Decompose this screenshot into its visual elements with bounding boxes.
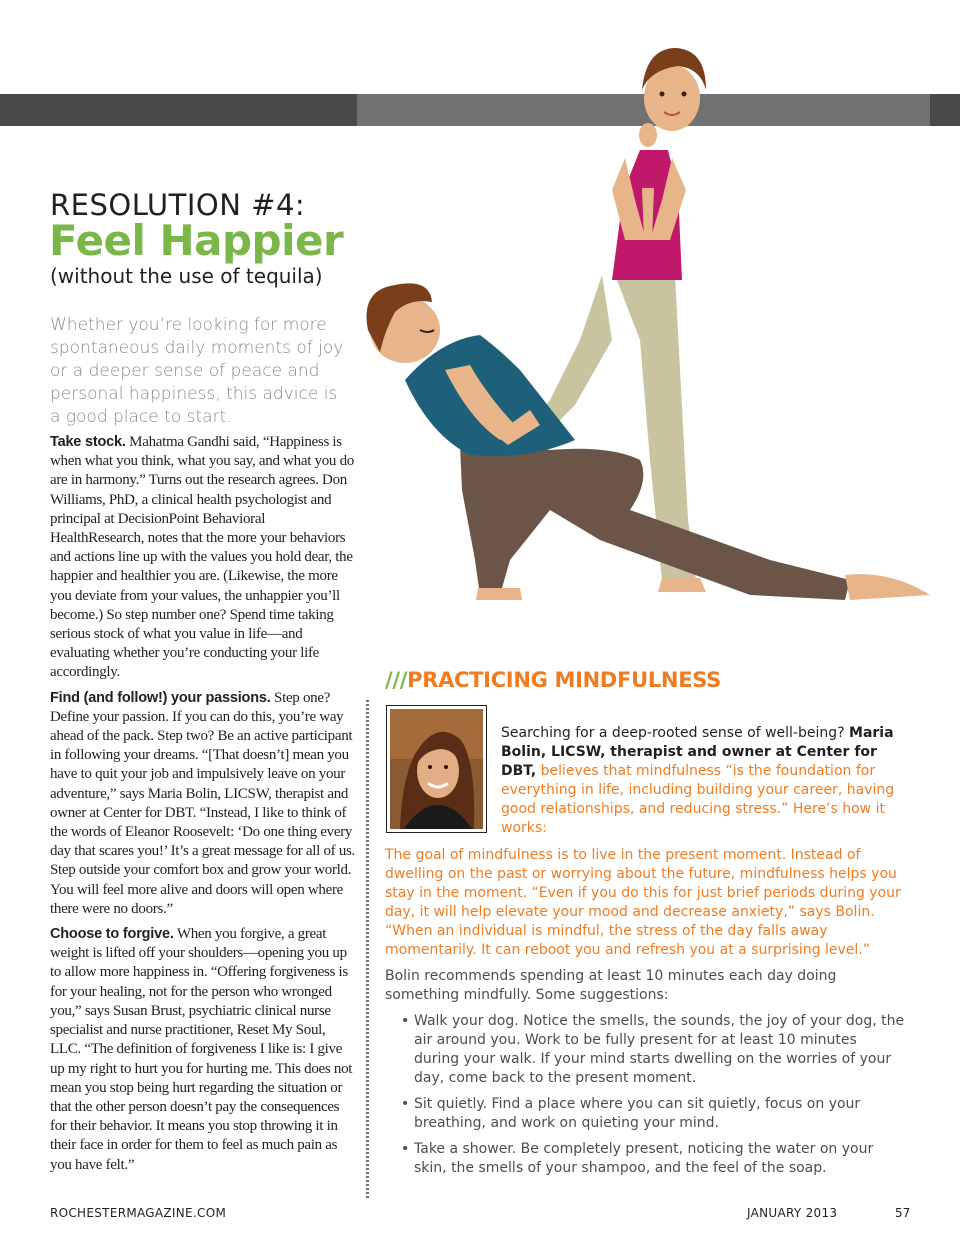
sidebar-intro-lead: Searching for a deep-rooted sense of well-being?: [501, 725, 850, 741]
yoga-illustration: [350, 40, 950, 610]
sidebar-body: [385, 846, 905, 1185]
resolution-kicker: RESOLUTION #4:: [50, 188, 306, 222]
sidebar-recommend: Bolin recommends spending at least 10 minutes each day doing something mindfully. Some suggestions:: [385, 968, 837, 1003]
section-body: Step one? Define your passion. If you can do this, you’re way ahead of the pack. Step two? Be an active participant in following your dreams. “[That doesn’t] mean you have to quit your job and impulsively leave on your adventure,” says Maria Bolin, LICSW, therapist and owner at Center for DBT. “Instead, I like to think of the words of Eleanor Roosevelt: ‘Do one thing every day that scares you!’ It’s a great message for all of us. Step outside your comfort box and grow your world. You will feel more alive and doors will open where there were no doors.”: [50, 689, 356, 917]
section-lead: Choose to forgive.: [50, 926, 174, 943]
sidebar-title: [385, 668, 721, 692]
sidebar-intro-name: Maria Bolin, LICSW, therapist and owner at Center for DBT,: [501, 725, 894, 779]
footer-date: JANUARY 2013: [747, 1206, 838, 1220]
sidebar-intro: [501, 724, 901, 838]
section-lead: Find (and follow!) your passions.: [50, 689, 271, 706]
portrait-photo: [386, 705, 487, 833]
article-subtitle: (without the use of tequila): [50, 264, 323, 288]
section-take-stock: [50, 433, 358, 683]
section-passions: [50, 689, 358, 919]
section-forgive: [50, 925, 358, 1175]
header-bar-dark: [0, 94, 357, 126]
page-number: 57: [895, 1206, 911, 1220]
section-body: When you forgive, a great weight is lifted off your shoulders—opening you up to allow more happiness in. “Offering forgiveness is for your healing, not for the person who wronged you,” says Susan Brust, psychiatric clinical nurse specialist and nurse practitioner, Reset My Soul, LLC. “The definition of forgiveness I like is: I give up my right to hurt you for hurting me. This does not mean you stop being hurt regarding the situation or that the other person doesn’t pay the consequences for their behavior. It means you stop throwing it in their face in order for them to feel as much pain as you have felt.”: [50, 926, 353, 1173]
sidebar-title-text: PRACTICING MINDFULNESS: [407, 668, 721, 692]
list-item: • Sit quietly. Find a place where you can sit quietly, focus on your breathing, and work on quieting your mind.: [401, 1095, 905, 1133]
portrait-image: [390, 709, 483, 829]
sidebar-quote: The goal of mindfulness is to live in the present moment. Instead of dwelling on the past or worrying about the future, mindfulness helps you stay in the moment. “Even if you do this for just brief periods during your day, it will help elevate your mood and decrease anxiety,” says Bolin. “When an individual is mindful, the stress of the day falls away momentarily. It can reboot you and refresh you at a surprising level.”: [385, 847, 901, 958]
intro-paragraph: Whether you’re looking for more spontaneous daily moments of joy or a deeper sense of peace and personal happiness, this advice is a good place to start.: [50, 315, 344, 427]
sidebar-intro-quote: believes that mindfulness “is the foundation for everything in life, including building your career, having good relationships, and reducing stress.” Here’s how it works:: [501, 763, 895, 836]
list-item: • Take a shower. Be completely present, noticing the water on your skin, the smells of your shampoo, and the feel of the soap.: [401, 1140, 905, 1178]
tips-list: [401, 1012, 905, 1178]
section-lead: Take stock.: [50, 434, 126, 450]
section-body: Mahatma Gandhi said, “Happiness is when what you think, what you say, and what you do are in harmony.” Turns out the research agrees. Don Williams, PhD, a clinical health psychologist and principal at DecisionPoint Behavioral HealthResearch, notes that the more your behaviors and actions line up with the values you hold dear, the happier and healthier you are. (Likewise, the more you deviate from your values, the unhappier you’ll become.) So step number one? Spend time taking serious stock of what you value in life—and evaluating whether you’re conducting your life accordingly.: [50, 434, 354, 681]
main-column: [50, 433, 358, 1181]
list-item: • Walk your dog. Notice the smells, the sounds, the joy of your dog, the air around you. Work to be fully present for at least 10 minutes during your walk. If your mind starts dwelling on the worries of your day, come back to the present moment.: [401, 1012, 905, 1088]
footer-site: ROCHESTERMAGAZINE.COM: [50, 1206, 227, 1220]
column-divider: [366, 700, 369, 1200]
sidebar-title-slashes: ///: [385, 668, 408, 692]
article-title: Feel Happier: [49, 216, 344, 265]
